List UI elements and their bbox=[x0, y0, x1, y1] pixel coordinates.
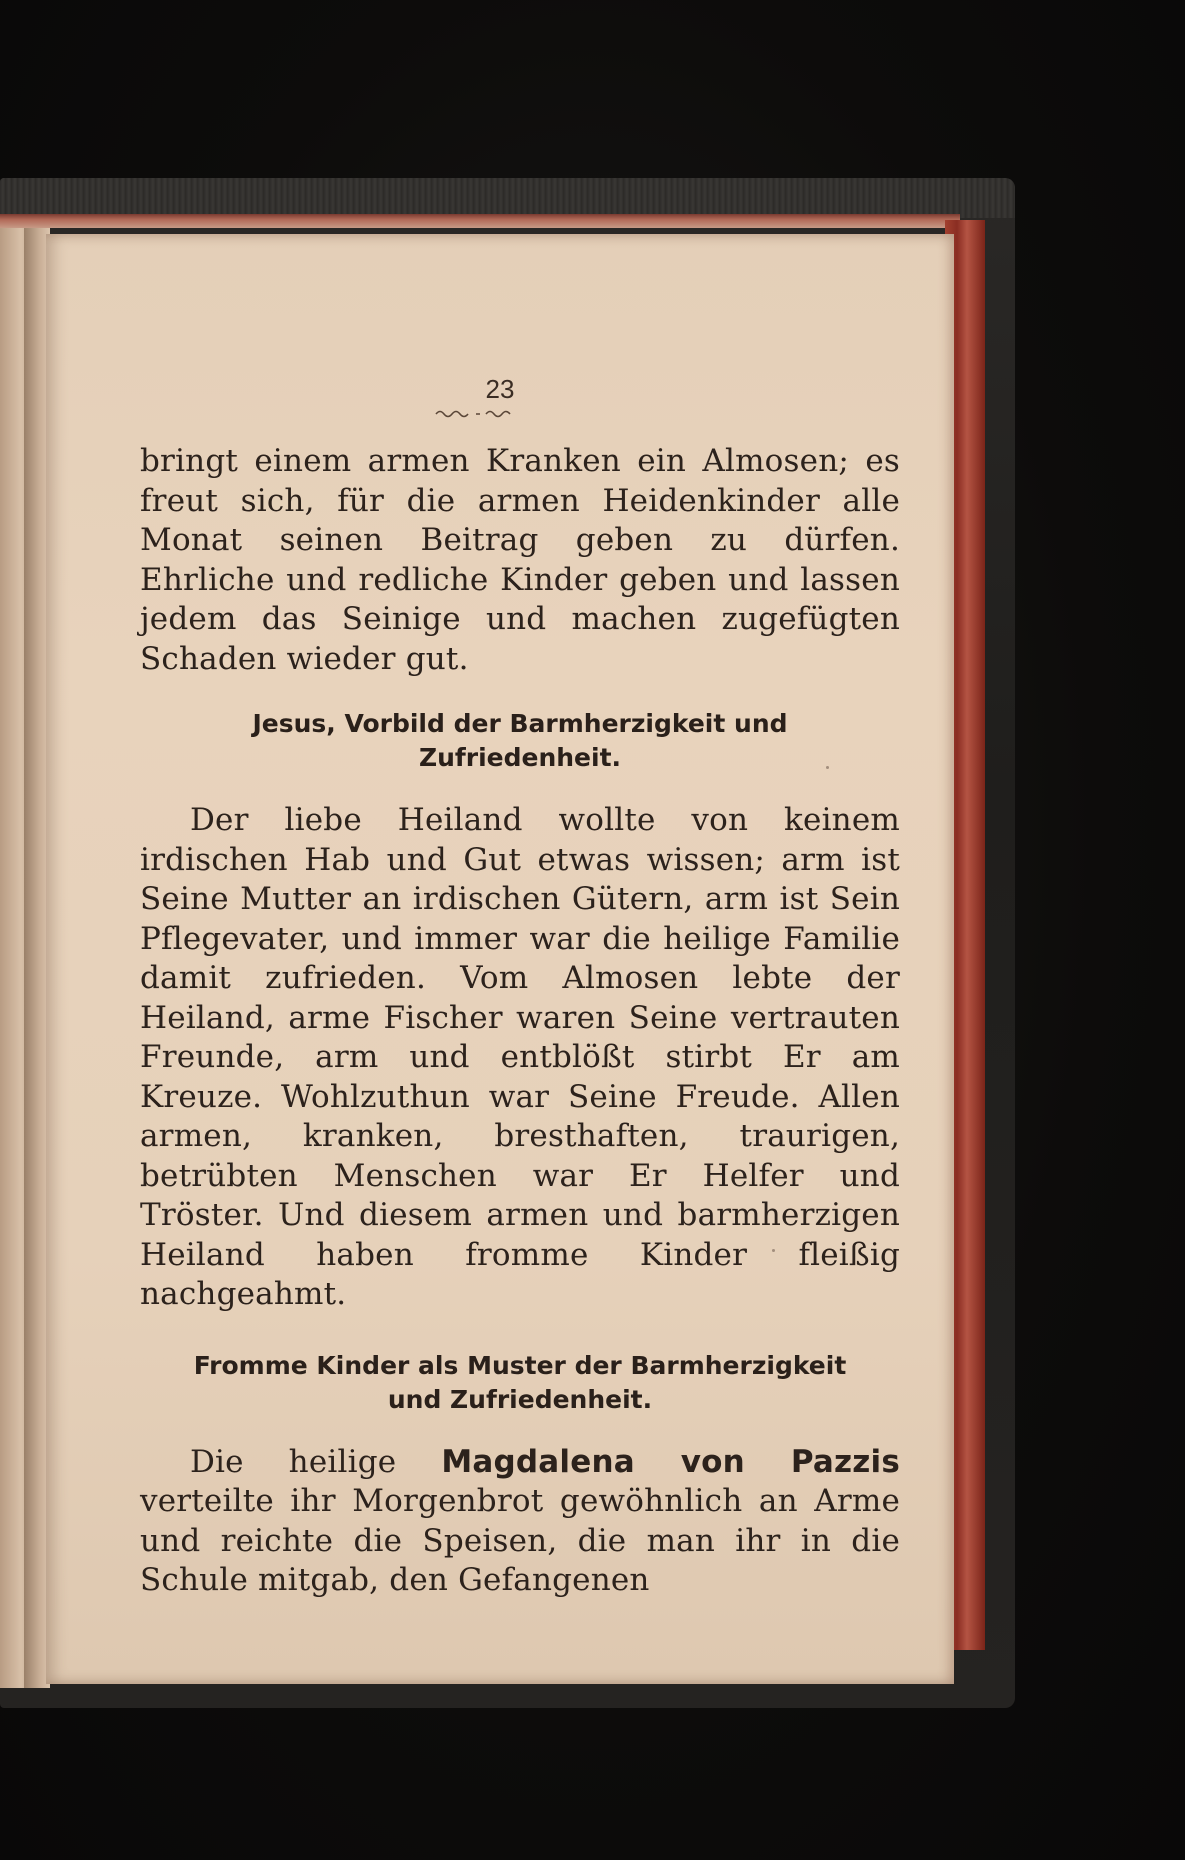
paragraph-3-rest: verteilte ihr Morgenbrot gewöhnlich an Arme und reichte die Speisen, die man ihr in die Schule mitgab, den Gefangenen bbox=[140, 1483, 900, 1598]
paragraph-3-start: Die heilige bbox=[190, 1443, 397, 1480]
paper-speck bbox=[826, 766, 829, 769]
section-heading-2: Fromme Kinder als Muster der Barmherzigkeit und Zufriedenheit. bbox=[193, 1350, 847, 1414]
wavy-ornament bbox=[434, 408, 514, 420]
cover-top-edge bbox=[0, 178, 1015, 218]
open-book bbox=[0, 178, 1015, 1708]
page-stack-top-edge bbox=[0, 214, 960, 228]
page-number bbox=[46, 374, 954, 405]
paragraph-1: bringt einem armen Kranken ein Almosen; es freut sich, für die armen Heidenkinder alle Monat seinen Beitrag geben zu dürfen. Ehrliche und redliche Kinder geben und lassen jedem das Seinige und machen zugefügten Schaden wieder gut. bbox=[140, 443, 900, 677]
paper-speck bbox=[772, 1249, 775, 1252]
page-number-text: 23 bbox=[485, 374, 515, 404]
paragraph-2: Der liebe Heiland wollte von keinem irdischen Hab und Gut etwas wissen; arm ist Seine Mutter an irdischen Gütern, arm ist Sein Pflegevater, und immer war die heilige Familie damit zufrieden. Vom Almosen lebte der Heiland, arme Fischer waren Seine vertrauten Freunde, arm und entblößt stirbt Er am Kreuze. Wohlzuthun war Seine Freude. Allen armen, kranken, bresthaften, traurigen, betrübten Menschen war Er Helfer und Tröster. Und diesem armen und barmherzigen Heiland haben fromme Kinder fleißig nachgeahmt. bbox=[140, 802, 900, 1312]
section-heading-1: Jesus, Vorbild der Barmherzigkeit und Zufriedenheit. bbox=[252, 709, 788, 772]
saint-name: Magdalena von Pazzis bbox=[441, 1443, 900, 1480]
book-page bbox=[46, 234, 954, 1684]
text-block bbox=[140, 442, 900, 1601]
paragraph-3 bbox=[140, 1443, 900, 1601]
